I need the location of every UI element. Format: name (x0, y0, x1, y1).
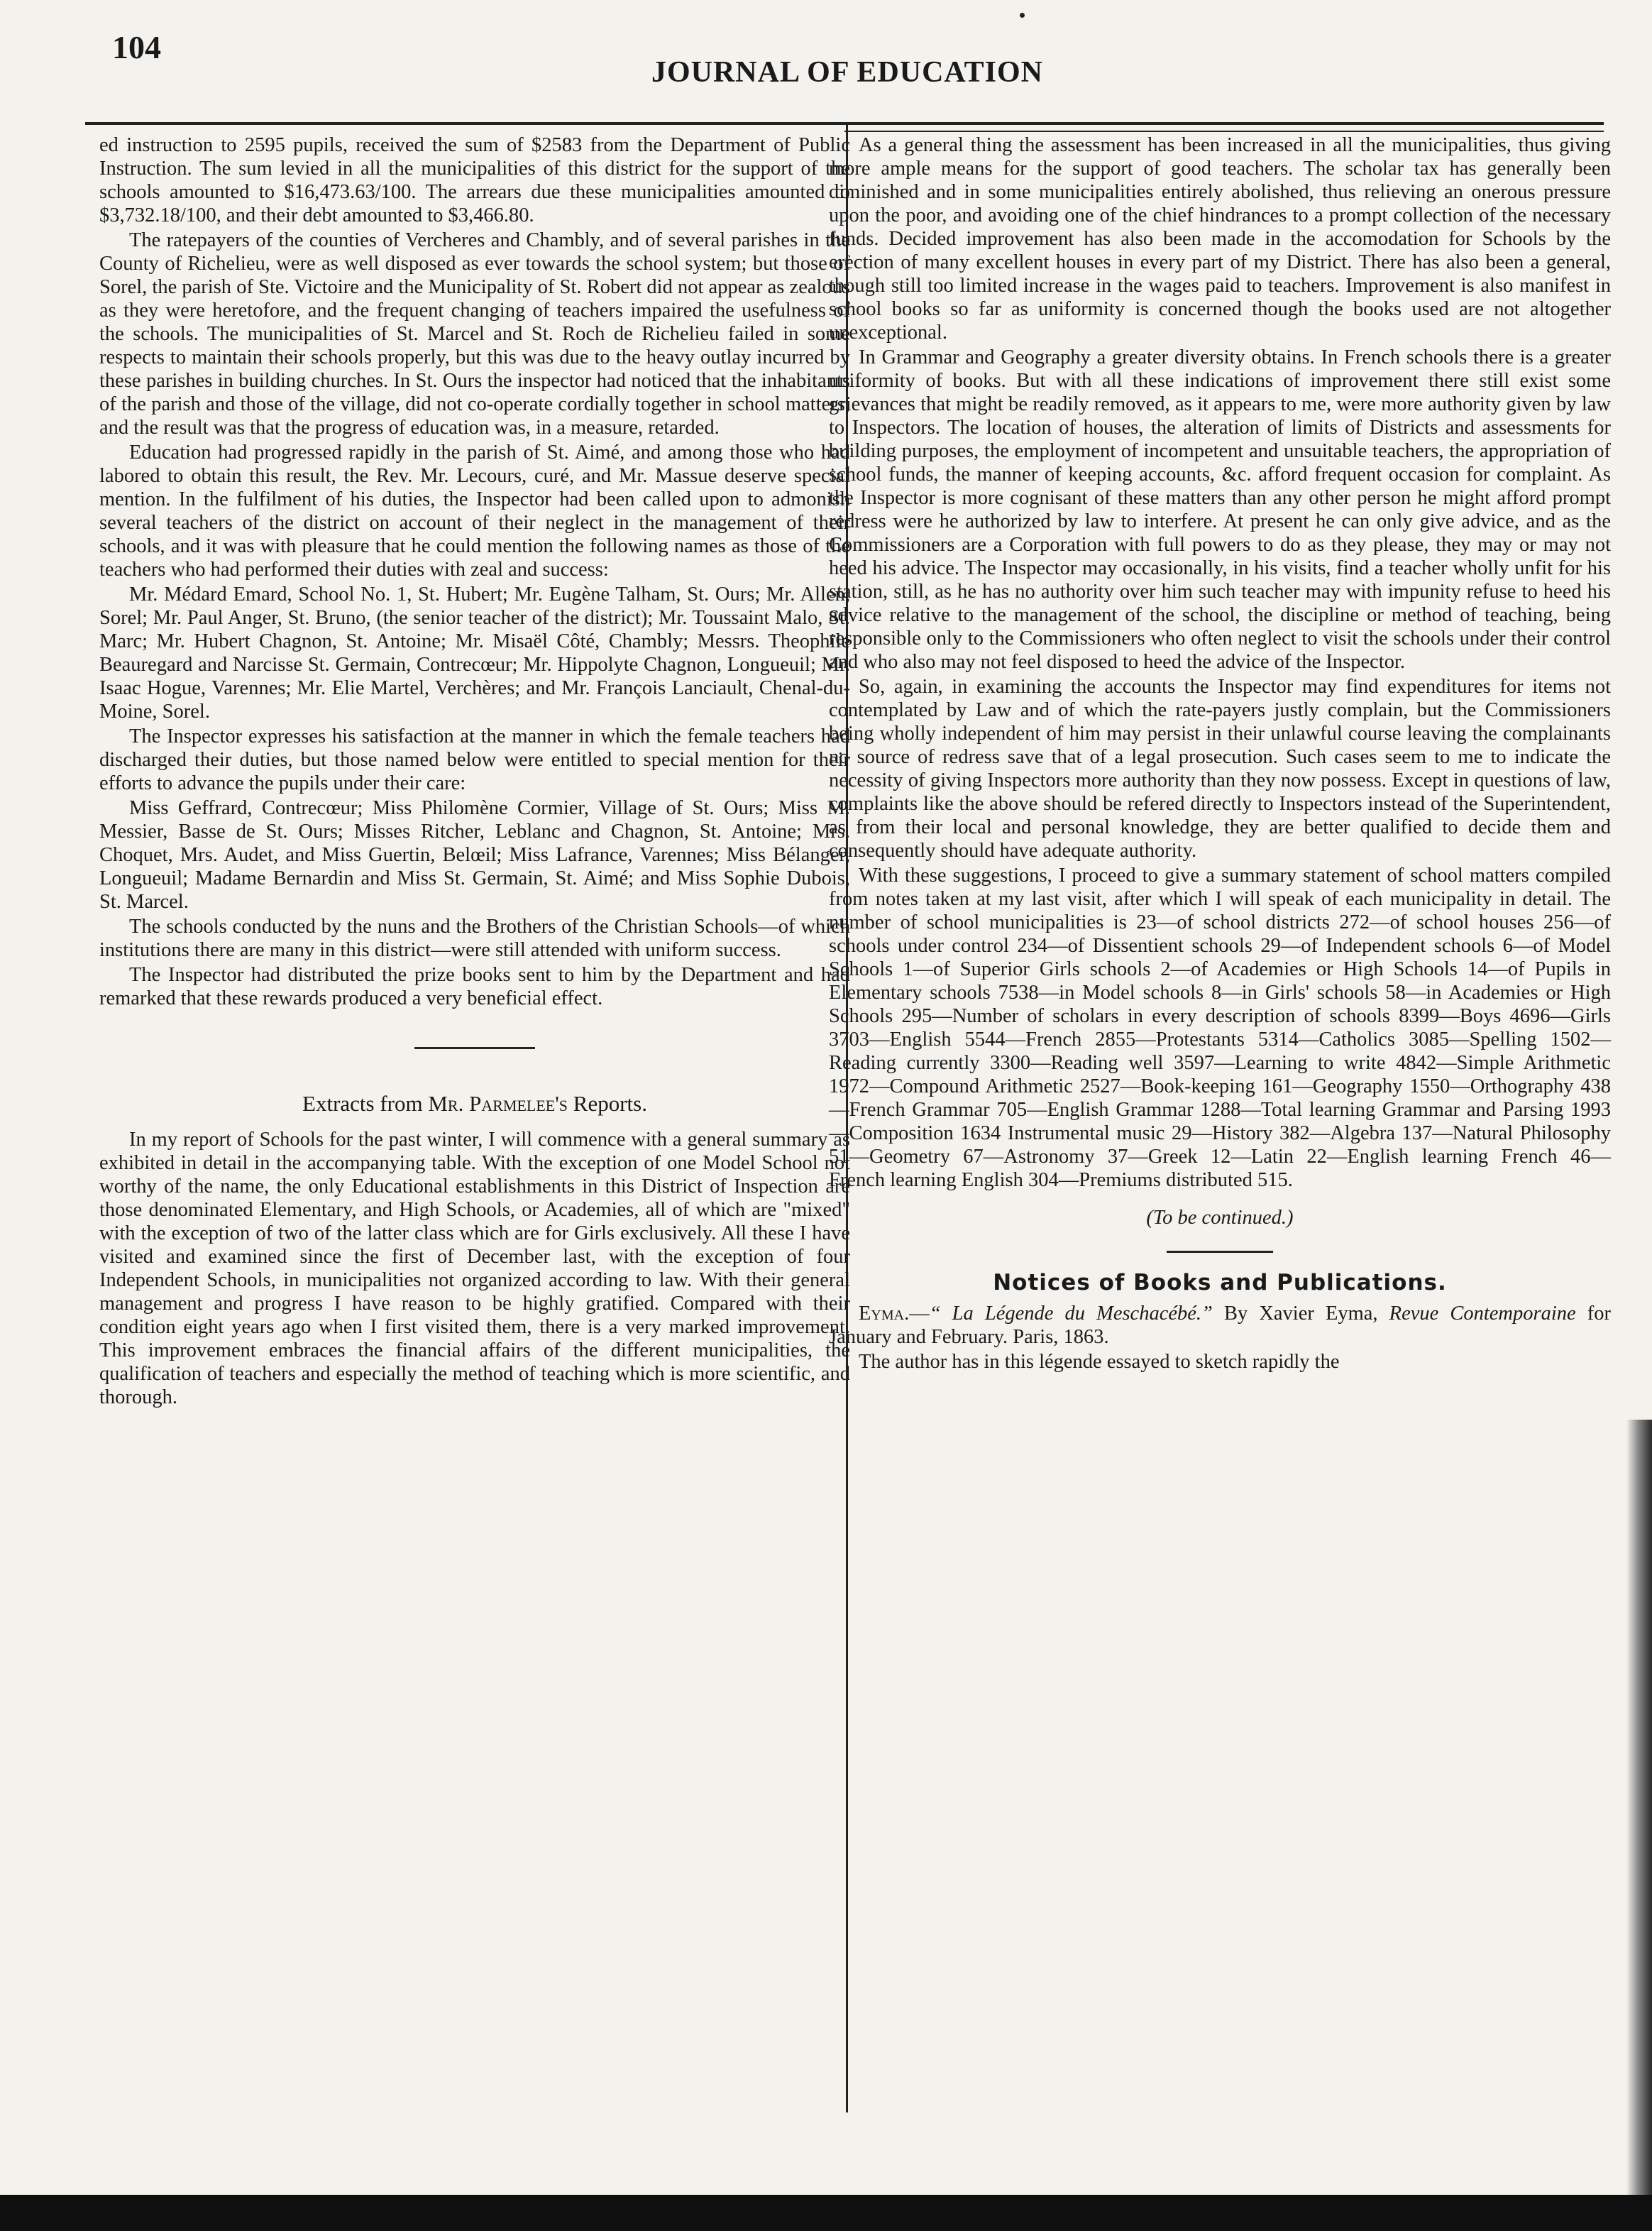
continued-note: (To be continued.) (1146, 1207, 1294, 1229)
paragraph: In my report of Schools for the past winter, I will commence with a general summary as exhibited in detail in the accompanying table. With the exception of one Model School not worthy of the name, the only Educational establishments in this District of Inspection are those denominated Elementary, and High Schools, or Academies, all of which are "mixed" with the exception of two of the latter class which are for Girls exclusively. All these I have visited and examined since the first of December last, with the exception of four Independent Schools, in municipalities not organized according to law. With their general management and progress I have reason to be highly gratified. Compared with their condition eight years ago when I first visited them, there is a very marked improvement. This improvement embraces the financial affairs of the different municipalities, the qualification of teachers and especially the method of teaching which is more scientific, and thorough. (99, 1129, 850, 1408)
section-title-name: Mr. Parmelee's (428, 1091, 568, 1116)
paragraph: With these suggestions, I proceed to give a summary statement of school matters compiled from notes taken at my last visit, after which I will speak of each municipality in detail. The number of school municipalities is 23—of school districts 272—of school houses 256—of schools under control 234—of Dissentient schools 29—of Independent schools 6—of Model Schools 1—of Superior Girls schools 2—of Academies or High Schools 14—of Pupils in Elementary schools 7538—in Model schools 8—in Girls' schools 58—in Academies or High Schools 295—Number of scholars in every description of schools 8399—Boys 4696—Girls 3703—English 5544—French 2855—Protestants 5314—Catholics 3085—Spelling 1502—Reading currently 3300—Reading well 3597—Learning to write 4842—Simple Arithmetic 1972—Compound Arithmetic 2527—Book-keeping 161—Geography 1550—Orthography 438—French Grammar 705—English Grammar 1288—Total learning Grammar and Parsing 1993—Composition 1634 Instrumental music 29—History 382—Algebra 137—Natural Philosophy 51—Geometry 67—Astronomy 37—Greek 12—Latin 22—English learning French 46—French learning English 304—Premiums distributed 515. (829, 865, 1611, 1191)
notice-author: Eyma. (859, 1303, 910, 1325)
left-column (99, 133, 850, 1410)
notice-rest: for January and February. Paris, 1863. (829, 1303, 1611, 1348)
paragraph: The author has in this légende essayed to sketch rapidly the (859, 1351, 1340, 1373)
paragraph: The Inspector had distributed the prize books sent to him by the Department and had remarked that these rewards produced a very beneficial effect. (99, 964, 850, 1009)
header-rule-secondary (844, 131, 1604, 132)
notice-body: By Xavier Eyma, (1212, 1303, 1389, 1325)
section-separator (414, 1047, 535, 1049)
paragraph: So, again, in examining the accounts the Inspector may find expenditures for items not contemplated by Law and of which the rate-payers justly complain, but the Commissioners being wholly independent of him may persist in their unlawful course leaving the complainants no source of redress save that of a legal prosecution. Such cases seem to me to indicate the necessity of giving Inspectors more authority than they now possess. Except in questions of law, complaints like the above should be refered directly to Inspectors instead of the Superintendent, as from their local and personal knowledge, they are better qualified to decide them and consequently should have adequate authority. (829, 676, 1611, 862)
scan-bottom-band (0, 2195, 1652, 2231)
paragraph: Miss Geffrard, Contrecœur; Miss Philomène Cormier, Village of St. Ours; Miss M. Messier, Basse de St. Ours; Misses Ritcher, Leblanc and Chagnon, St. Antoine; Mrs. Choquet, Mrs. Audet, and Miss Guertin, Belœil; Miss Lafrance, Varennes; Miss Bélanger, Longueuil; Madame Bernardin and Miss St. Germain, St. Aimé; and Miss Sophie Dubois, St. Marcel. (99, 797, 850, 913)
ink-speck (1020, 13, 1025, 18)
paragraph: In Grammar and Geography a greater diversity obtains. In French schools there is a greater uniformity of books. But with all these indications of improvement there still exist some grievances that might be readily removed, as it appears to me, were more authority given by law to Inspectors. The location of houses, the alteration of limits of Districts and assessments for building purposes, the employment of incompetent and unsuitable teachers, the appropriation of school funds, the manner of keeping accounts, &c. afford frequent occasion for complaint. As the Inspector is more cognisant of these matters than any other person he might afford prompt redress were he authorized by law to interfere. At present he can only give advice, and as the Commissioners are a Corporation with full powers to do as they please, they may or may not heed his advice. The Inspector may occasionally, in his visits, find a teacher wholly unfit for his station, still, as he has no authority over him such teacher may with impunity refuse to heed his advice relative to the management of the school, the discipline or method of teaching, being responsible only to the Commissioners who often neglect to visit the schools under their control and who also may not feel disposed to heed the advice of the Inspector. (829, 346, 1611, 673)
notice-title: “ La Légende du Meschacébé.” (929, 1303, 1213, 1325)
right-column (829, 133, 1611, 1375)
paragraph: The ratepayers of the counties of Vercheres and Chambly, and of several parishes in the County of Richelieu, were as well disposed as ever towards the school system; but those of Sorel, the parish of Ste. Victoire and the Municipality of St. Robert did not appear as zealous as they were heretofore, and the frequent changing of teachers impaired the usefulness of the schools. The municipalities of St. Marcel and St. Roch de Richelieu failed in some respects to maintain their schools properly, but this was due to the heavy outlay incurred by these parishes in building churches. In St. Ours the inspector had noticed that the inhabitants of the parish and those of the village, did not co-operate cordially together in school matters, and the result was that the progress of education was, in a measure, retarded. (99, 229, 850, 439)
header-rule (85, 122, 1604, 125)
section-separator (1167, 1251, 1273, 1253)
paragraph: ed instruction to 2595 pupils, received the sum of $2583 from the Department of Public Instruction. The sum levied in all the municipalities of this district for the support of the schools amounted to $16,473.63/100. The arrears due these municipalities amounted to $3,732.18/100, and their debt amounted to $3,466.80. (99, 134, 850, 226)
paragraph: Education had progressed rapidly in the parish of St. Aimé, and among those who had labored to obtain this result, the Rev. Mr. Lecours, curé, and Mr. Massue deserve special mention. In the fulfilment of his duties, the Inspector had been called upon to admonish several teachers of the district on account of their neglect in the management of their schools, and it was with pleasure that he could mention the following names as those of the teachers who had performed their duties with zeal and success: (99, 442, 850, 581)
page-number: 104 (112, 29, 161, 65)
section-title (99, 1092, 850, 1115)
section-title-prefix: Extracts from (302, 1091, 429, 1116)
section-title-suffix: Reports. (568, 1091, 647, 1116)
running-head: JOURNAL OF EDUCATION (651, 56, 1044, 89)
paragraph: As a general thing the assessment has been increased in all the municipalities, thus giving more ample means for the support of good teachers. The scholar tax has generally been diminished and in some municipalities entirely abolished, thus relieving an onerous pressure upon the poor, and avoiding one of the chief hindrances to a prompt collection of the necessary funds. Decided improvement has also been made in the accomodation for Schools by the erection of many excellent houses in every part of my District. There has also been a general, though still too limited increase in the wages paid to teachers. Improvement is also manifest in school books so far as uniformity is concerned though the books used are not altogether unexceptional. (829, 134, 1611, 344)
notices-title: Notices of Books and Publications. (993, 1270, 1447, 1295)
notice-entry: Eyma.—“ La Légende du Meschacébé.” By Xavier Eyma, Revue Contemporaine for January and February. Paris, 1863. (829, 1303, 1611, 1348)
paragraph: The Inspector expresses his satisfaction at the manner in which the female teachers had discharged their duties, but those named below were entitled to special mention for their efforts to advance the pupils under their care: (99, 725, 850, 794)
page-edge-shadow (1626, 1420, 1652, 2195)
paragraph: The schools conducted by the nuns and the Brothers of the Christian Schools—of which institutions there are many in this district—were still attended with uniform success. (99, 916, 850, 961)
paragraph: Mr. Médard Emard, School No. 1, St. Hubert; Mr. Eugène Talham, St. Ours; Mr. Allen, Sorel; Mr. Paul Anger, St. Bruno, (the senior teacher of the district); Mr. Toussaint Malo, St. Marc; Mr. Hubert Chagnon, St. Antoine; Mr. Misaël Côté, Chambly; Messrs. Theophile Beauregard and Narcisse St. Germain, Contrecœur; Mr. Hippolyte Chagnon, Longueuil; Mr. Isaac Hogue, Varennes; Mr. Elie Martel, Verchères; and Mr. François Lanciault, Chenal-du-Moine, Sorel. (99, 583, 850, 723)
notice-source: Revue Contemporaine (1389, 1303, 1576, 1325)
